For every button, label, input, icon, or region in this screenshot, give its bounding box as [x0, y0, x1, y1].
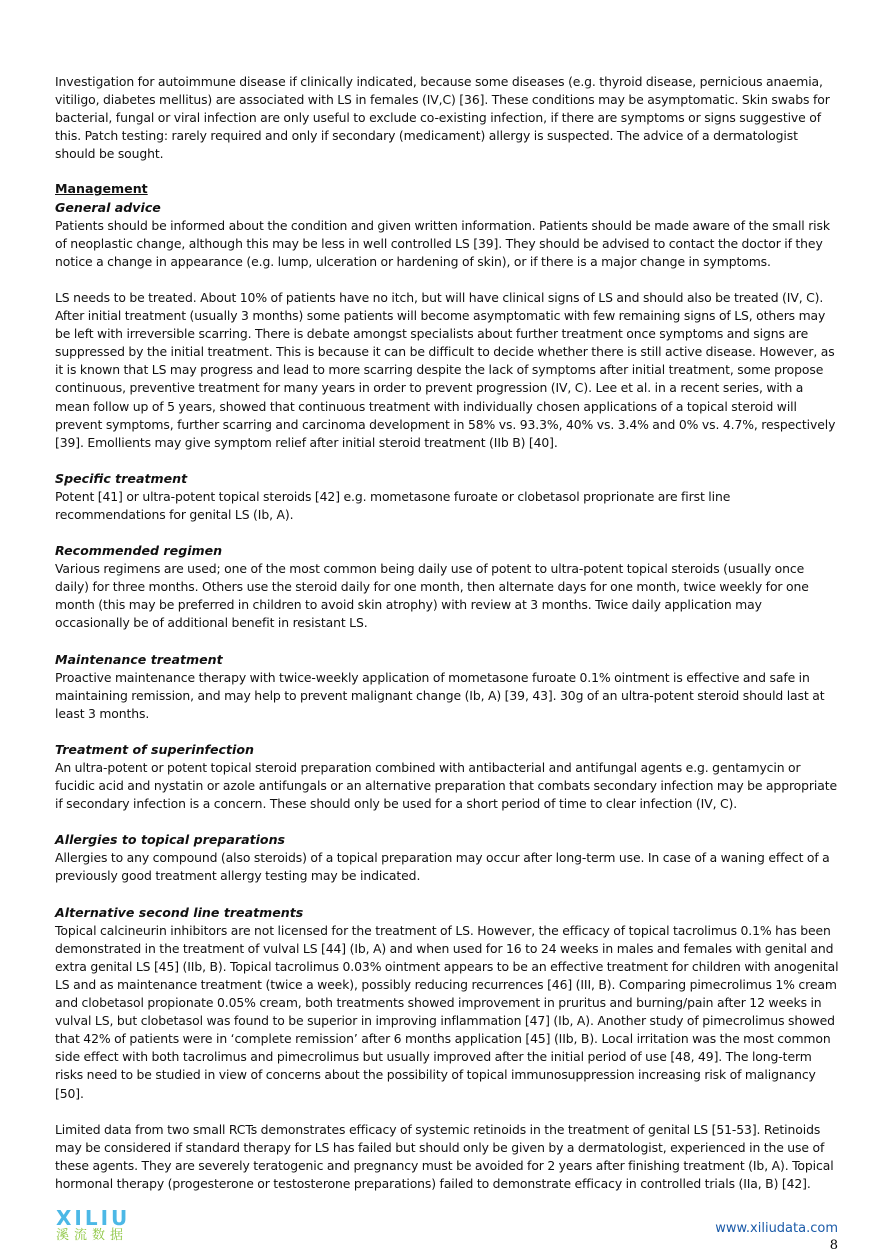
allergies-paragraph: Allergies to any compound (also steroids) of a topical preparation may occur after long-term use. In case of a waning effect of a previously good treatment allergy testing may be indicated.: [55, 850, 830, 884]
recommended-regimen-paragraph: Various regimens are used; one of the most common being daily use of potent to ultra-potent topical steroids (usually once daily) for three months. Others use the steroid daily for one month, then alternate days for one month, twice weekly for one month (this may be preferred in children to avoid skin atrophy) with review at 3 months. Twice daily application may occasionally be of additional benefit in resistant LS.: [55, 561, 809, 631]
alternative-treatments-paragraph-2: Limited data from two small RCTs demonstrates efficacy of systemic retinoids in the treatment of genital LS [51-53]. Retinoids may be considered if standard therapy for LS has failed but should only be given by a dermatologist, experienced in the use of these agents. They are severely teratogenic and pregnancy must be avoided for 2 years after finishing treatment (Ib, A). Topical hormonal therapy (progesterone or testosterone preparations) failed to demonstrate efficacy in controlled trials (IIa, B) [42].: [55, 1121, 834, 1191]
recommended-regimen-heading: Recommended regimen: [55, 543, 223, 559]
general-advice-paragraph-1: Patients should be informed about the condition and given written information. Patients should be made aware of the small risk of neoplastic change, although this may be less in well controlled LS [39]. They should be advised to contact the doctor if they notice a change in appearance (e.g. lump, ulceration or hardening of skin), or if there is a major change in symptoms.: [55, 217, 830, 269]
logo-wordmark: XILIU: [56, 1206, 131, 1230]
logo-chinese-text: 溪流数据: [56, 1228, 129, 1243]
document-page: [55, 73, 840, 1193]
maintenance-treatment-paragraph: Proactive maintenance therapy with twice-weekly application of mometasone furoate 0.1% ointment is effective and safe in maintaining remission, and may help to prevent malignant change (Ib, A) [39, 43]. 30g of an ultra-potent steroid should last at least 3 months.: [55, 669, 825, 721]
specific-treatment-paragraph: Potent [41] or ultra-potent topical steroids [42] e.g. mometasone furoate or clobetasol proprionate are first line recommendations for genital LS (Ib, A).: [55, 488, 731, 522]
alternative-treatments-paragraph-1: Topical calcineurin inhibitors are not licensed for the treatment of LS. However, the efficacy of topical tacrolimus 0.1% has been demonstrated in the treatment of vulval LS [44] (Ib, A) and when used for 16 to 24 weeks in males and females with genital and extra genital LS [45] (IIb, B). Topical tacrolimus 0.03% ointment appears to be an effective treatment for children with anogenital LS and as maintenance treatment (twice a week), possibly reducing recurrences [46] (III, B). Comparing pimecrolimus 1% cream and clobetasol propionate 0.05% cream, both treatments showed improvement in pruritus and burning/pain after 12 weeks in vulval LS, but clobetasol was found to be superior in improving inflammation [47] (Ib, A). Another study of pimecrolimus showed that 42% of patients were in ‘complete remission’ after 6 months application [45] (IIb, B). Local irritation was the most common side effect with both tacrolimus and pimecrolimus but usually improved after the initial period of use [48, 49]. The long-term risks need to be studied in view of concerns about the possibility of topical immunosuppression increasing risk of malignancy [50].: [55, 922, 839, 1101]
footer-url[interactable]: www.xiliudata.com: [715, 1221, 838, 1236]
allergies-heading: Allergies to topical preparations: [55, 832, 286, 848]
intro-paragraph: Investigation for autoimmune disease if clinically indicated, because some diseases (e.g. thyroid disease, pernicious anaemia, vitiligo, diabetes mellitus) are associated with LS in females (IV,C) [36]. These conditions may be asymptomatic. Skin swabs for bacterial, fungal or viral infection are only useful to exclude co-existing infection, if there are symptoms or signs suggestive of this. Patch testing: rarely required and only if secondary (medicament) allergy is suspected. The advice of a dermatologist should be sought.: [55, 74, 830, 162]
page-number: 8: [829, 1238, 838, 1253]
general-advice-heading: General advice: [55, 199, 161, 215]
maintenance-treatment-heading: Maintenance treatment: [55, 651, 223, 667]
superinfection-paragraph: An ultra-potent or potent topical steroid preparation combined with antibacterial and antifungal agents e.g. gentamycin or fucidic acid and nystatin or azole antifungals or an alternative preparation that combats secondary infection may be appropriate if secondary infection is a concern. These should only be used for a short period of time to clear infection (IV, C).: [55, 760, 838, 812]
superinfection-heading: Treatment of superinfection: [55, 741, 254, 757]
alternative-treatments-heading: Alternative second line treatments: [55, 904, 304, 920]
xiliu-logo: [56, 1208, 146, 1246]
specific-treatment-heading: Specific treatment: [55, 470, 188, 486]
general-advice-paragraph-2: LS needs to be treated. About 10% of patients have no itch, but will have clinical signs of LS and should also be treated (IV, C). After initial treatment (usually 3 months) some patients will become asymptomatic with few remaining signs of LS, others may be left with irreversible scarring. There is debate amongst specialists about further treatment once symptoms and signs are suppressed by the initial treatment. This is because it can be difficult to decide whether there is still active disease. However, as it is known that LS may progress and lead to more scarring despite the lack of symptoms after initial treatment, some propose continuous, preventive treatment for many years in order to prevent progression (IV, C). Lee et al. in a recent series, with a mean follow up of 5 years, showed that continuous treatment with individually chosen applications of a topical steroid will prevent symptoms, further scarring and carcinoma development in 58% vs. 93.3%, 40% vs. 3.4% and 0% vs. 4.7%, respectively [39]. Emollients may give symptom relief after initial steroid treatment (IIb B) [40].: [55, 289, 836, 450]
management-heading: Management: [55, 181, 148, 197]
